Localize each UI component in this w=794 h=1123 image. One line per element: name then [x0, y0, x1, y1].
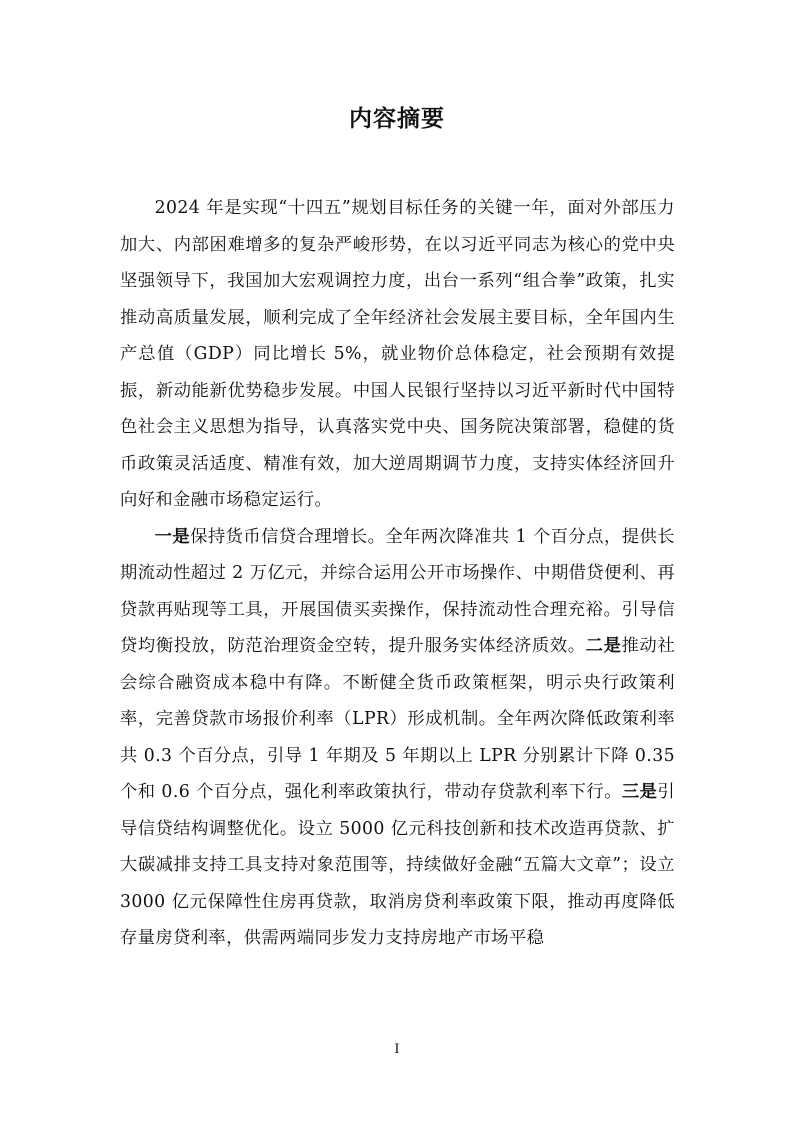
- point-one-label: 一是: [154, 526, 191, 547]
- point-two-text: 推动社会综合融资成本稳中有降。不断健全货币政策框架，明示央行政策利率，完善贷款市场报价利率（LPR）形成机制。全年两次降低政策利率共 0.3 个百分点，引导 1 年期及 5 年期以上 LPR 分别累计下降 0.35 个和 0.6 个百分点，强化利率政策执行，带动存贷款利率下行。: [120, 636, 676, 802]
- summary-body: [120, 190, 675, 957]
- page-title: 内容摘要: [349, 106, 445, 132]
- intro-paragraph: 2024 年是实现“十四五”规划目标任务的关键一年，面对外部压力加大、内部困难增多的复杂严峻形势，在以习近平同志为核心的党中央坚强领导下，我国加大宏观调控力度，出台一系列“组合拳”政策，扎实推动高质量发展，顺利完成了全年经济社会发展主要目标，全年国内生产总值（GDP）同比增长 5%，就业物价总体稳定，社会预期有效提振，新动能新优势稳步发展。中国人民银行坚持以习近平新时代中国特色社会主义思想为指导，认真落实党中央、国务院决策部署，稳健的货币政策灵活适度、精准有效，加大逆周期调节力度，支持实体经济回升向好和金融市场稳定运行。: [120, 198, 675, 510]
- point-two-label: 二是: [585, 636, 622, 656]
- measures-paragraph: [120, 519, 675, 957]
- point-three-label: 三是: [621, 782, 658, 802]
- point-three-text: 引导信贷结构调整优化。设立 5000 亿元科技创新和技术改造再贷款、扩大碳减排支持工具支持对象范围等，持续做好金融“五篇大文章”；设立 3000 亿元保障性住房再贷款，取消房贷利率政策下限，推动再度降低存量房贷利率，供需两端同步发力支持房地产市场平稳: [120, 782, 675, 948]
- point-one-text: 保持货币信贷合理增长。全年两次降准共 1 个百分点，提供长期流动性超过 2 万亿元，并综合运用公开市场操作、中期借贷便利、再贷款再贴现等工具，开展国债买卖操作，保持流动性合理充裕。引导信贷均衡投放，防范治理资金空转，提升服务实体经济质效。: [120, 526, 675, 656]
- page-number: I: [394, 1042, 400, 1057]
